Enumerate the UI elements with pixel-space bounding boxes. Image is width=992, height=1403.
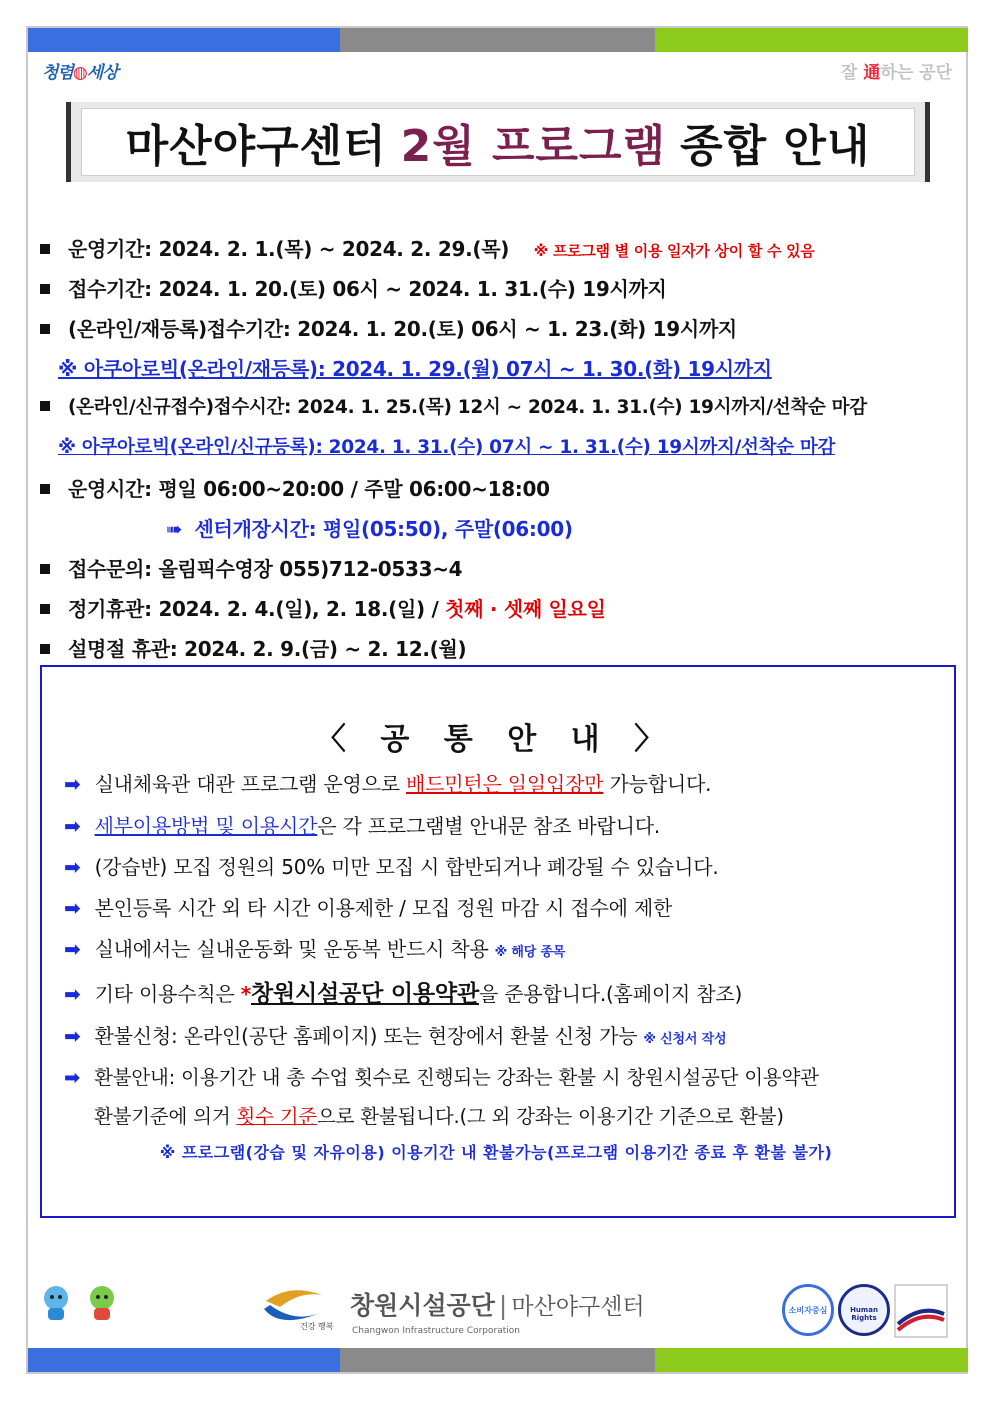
square-bullet-icon xyxy=(40,244,50,254)
corporation-english-name: Changwon Infrastructure Corporation xyxy=(352,1326,520,1336)
arrow-right-icon: ➡ xyxy=(64,772,81,796)
notice-line-8: ➡ 환불안내: 이용기간 내 총 수업 횟수로 진행되는 강좌는 환불 시 창원시설공단 이용약관 xyxy=(64,1066,819,1089)
holiday-closure: 설명절 휴관: 2024. 2. 9.(금) ~ 2. 12.(월) xyxy=(40,633,466,662)
refund-footnote: ※ 프로그램(강습 및 자유이용) 이용기간 내 환불가능(프로그램 이용기간 종료 후 환불 불가) xyxy=(159,1143,833,1162)
square-bullet-icon xyxy=(40,284,50,294)
arrow-right-icon: ➠ xyxy=(166,517,183,541)
aqua-rereg-period: ※ 아쿠아로빅(온라인/재등록): 2024. 1. 29.(월) 07시 ~ 1. 30.(화) 19시까지 xyxy=(58,357,772,381)
notice-line-9: 환불기준에 의거 횟수 기준으로 환불됩니다.(그 외 강좌는 이용기간 기준으로 환불) xyxy=(94,1105,784,1128)
online-rereg-period: (온라인/재등록)접수기간: 2024. 1. 20.(토) 06시 ~ 1. 23.(화) 19시까지 xyxy=(40,313,737,342)
mascot-green-icon xyxy=(84,1284,120,1322)
aqua-new-period: ※ 아쿠아로빅(온라인/신규등록): 2024. 1. 31.(수) 07시 ~ 1. 31.(수) 19시까지/선착순 마감 xyxy=(58,437,836,458)
notice-title: 〈 공 통 안 내 〉 xyxy=(315,722,677,757)
inquiry-contact: 접수문의: 올림픽수영장 055)712-0533~4 xyxy=(40,553,462,582)
top-color-stripe xyxy=(28,28,968,52)
online-new-period: (온라인/신규접수)접수시간: 2024. 1. 25.(목) 12시 ~ 2024. 1. 31.(수) 19시까지/선착순 마감 xyxy=(40,393,867,419)
notice-line-3: ➡ (강습반) 모집 정원의 50% 미만 모집 시 합반되거나 폐강될 수 있습니다. xyxy=(64,855,719,879)
notice-line-6: ➡ 기타 이용수칙은 *창원시설공단 이용약관을 준용합니다.(홈페이지 참조) xyxy=(64,981,743,1007)
integrity-logo: 청렴◍세상 xyxy=(42,63,118,83)
regular-closure: 정기휴관: 2024. 2. 4.(일), 2. 18.(일) / 첫째 · 셋째 일요일 xyxy=(40,593,606,622)
notice-line-5: ➡ 실내에서는 실내운동화 및 운동복 반드시 착용 ※ 해당 종목 xyxy=(64,937,566,961)
square-bullet-icon xyxy=(40,484,50,494)
square-bullet-icon xyxy=(40,644,50,654)
square-bullet-icon xyxy=(40,324,50,334)
slogan-logo: 잘 通하는 공단 xyxy=(841,63,952,83)
arrow-right-icon: ➡ xyxy=(64,982,81,1006)
arrow-right-icon: ➡ xyxy=(64,896,81,920)
arrow-right-icon: ➡ xyxy=(64,937,81,961)
square-bullet-icon xyxy=(40,564,50,574)
corporation-name: 창원시설공단 | 마산야구센터 xyxy=(350,1291,645,1320)
bottom-color-stripe xyxy=(28,1348,968,1372)
registration-period: 접수기간: 2024. 1. 20.(토) 06시 ~ 2024. 1. 31.(수) 19시까지 xyxy=(40,273,667,302)
arrow-right-icon: ➡ xyxy=(64,855,81,879)
closure-note: 첫째 · 셋째 일요일 xyxy=(445,597,606,621)
page-title: 마산야구센터 2월 프로그램 종합 안내 xyxy=(81,108,915,176)
svg-text:건강 행복: 건강 행복 xyxy=(300,1322,334,1331)
human-rights-badge-icon: Human Rights xyxy=(838,1284,890,1336)
square-bullet-icon xyxy=(40,604,50,614)
center-open-hours: ➠ 센터개장시간: 평일(05:50), 주말(06:00) xyxy=(166,517,573,541)
corporation-emblem-icon xyxy=(260,1283,334,1333)
operation-period-note: ※ 프로그램 별 이용 일자가 상이 할 수 있음 xyxy=(533,242,815,260)
arrow-right-icon: ➡ xyxy=(64,1066,81,1089)
notice-line-2: ➡ 세부이용방법 및 이용시간은 각 프로그램별 안내문 참조 바랍니다. xyxy=(64,814,661,838)
notice-line-4: ➡ 본인등록 시간 외 타 시간 이용제한 / 모집 정원 마감 시 접수에 제한 xyxy=(64,896,673,920)
certification-mark-icon xyxy=(894,1284,948,1338)
notice-line-1: ➡ 실내체육관 대관 프로그램 운영으로 배드민턴은 일일입장만 가능합니다. xyxy=(64,772,712,796)
operation-hours: 운영시간: 평일 06:00~20:00 / 주말 06:00~18:00 xyxy=(40,473,550,502)
mascot-blue-icon xyxy=(38,1284,74,1322)
square-bullet-icon xyxy=(40,401,50,411)
arrow-right-icon: ➡ xyxy=(64,814,81,838)
consumer-badge-icon: 소비자중심 xyxy=(782,1284,834,1336)
arrow-right-icon: ➡ xyxy=(64,1024,81,1048)
title-banner xyxy=(66,102,930,182)
notice-line-7: ➡ 환불신청: 온라인(공단 홈페이지) 또는 현장에서 환불 신청 가능 ※ 신청서 작성 xyxy=(64,1024,727,1048)
operation-period: 운영기간: 2024. 2. 1.(목) ~ 2024. 2. 29.(목) ※ 프로그램 별 이용 일자가 상이 할 수 있음 xyxy=(40,233,814,262)
